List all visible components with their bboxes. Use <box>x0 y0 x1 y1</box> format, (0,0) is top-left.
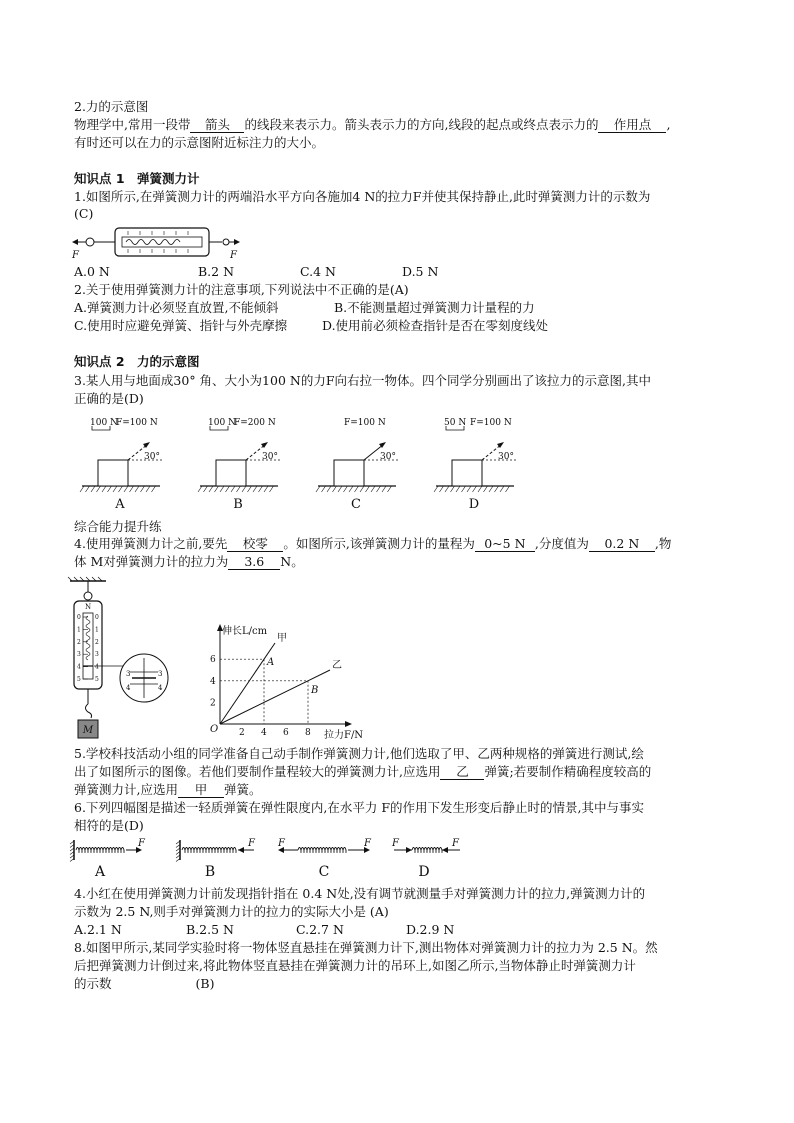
figure-option-label: B <box>233 497 243 512</box>
x-tick-label: 2 <box>239 728 245 738</box>
section-text-line: 有时还可以在力的示意图附近标注力的大小。 <box>74 135 325 150</box>
spring-scale-vertical-figure <box>66 578 176 746</box>
scale-number: 4 <box>95 663 99 671</box>
knowledge-point-heading: 知识点 1 弹簧测力计 <box>74 171 200 186</box>
scale-number: 5 <box>77 676 81 683</box>
svg-text:F: F <box>248 838 255 849</box>
svg-text:F: F <box>364 838 371 849</box>
option: A.2.1 N <box>74 922 122 937</box>
options-row <box>74 300 535 316</box>
scale-number: 3 <box>95 651 99 659</box>
force-diagram-A <box>80 418 164 512</box>
force-value-label: F=200 N <box>234 418 276 428</box>
question-stem-line: 5.学校科技活动小组的同学准备自己动手制作弹簧测力计,他们选取了甲、乙两种规格的弹簧进行测试,绘 <box>74 746 644 761</box>
x-tick-label: 8 <box>305 728 311 738</box>
chart-origin: O <box>210 724 219 735</box>
question-stem: 正确的是(D) <box>74 391 144 406</box>
force-diagrams-figure <box>80 414 520 514</box>
angle-label: 30° <box>498 452 514 462</box>
answer-blank: 乙 <box>440 765 484 780</box>
figure-option-label: B <box>204 864 216 880</box>
series-name-label: 甲 <box>277 633 287 644</box>
scale-label: 100 N <box>90 418 118 428</box>
spring-diagram-A <box>70 838 146 880</box>
answer-blank: 0~5 N <box>475 537 535 552</box>
y-tick-label: 4 <box>210 676 216 687</box>
options-row <box>74 318 548 334</box>
spring-diagram-C <box>277 838 372 880</box>
series-point-label: B <box>311 684 319 696</box>
question-stem-line: 6.下列四幅图是描述一轻质弹簧在弹性限度内,在水平力 F的作用下发生形变后静止时的情景,其中与事实 <box>74 800 645 815</box>
scale-number: 0 <box>77 614 81 621</box>
question-stem-line: 弹簧测力计,应选用 甲 弹簧。 <box>74 782 262 797</box>
section-text-line: 物理学中,常用一段带 箭头 的线段来表示力。箭头表示力的方向,线段的起点或终点表示力的 作用点 , <box>74 117 671 132</box>
option: C.2.7 N <box>296 922 344 937</box>
svg-text:4: 4 <box>158 684 163 692</box>
option: C.使用时应避免弹簧、指针与外壳摩擦 <box>74 318 288 333</box>
question-stem-line: 示数为 2.5 N,则手对弹簧测力计的拉力的实际大小是 (A) <box>74 904 389 919</box>
scale-label: 50 N <box>444 418 467 428</box>
scale-label: 100 N <box>208 418 236 428</box>
figure-option-label: A <box>115 497 125 512</box>
scale-number: 3 <box>77 651 81 659</box>
option: A.0 N <box>74 264 110 279</box>
scale-number: 1 <box>77 626 81 634</box>
force-diagram-D <box>434 418 518 512</box>
answer-blank: 甲 <box>178 783 224 798</box>
question-stem-line: 后把弹簧测力计倒过来,将此物体竖直悬挂在弹簧测力计的吊环上,如图乙所示,当物体静止时弹簧测力计 <box>74 958 636 973</box>
question-stem-line: 体 M对弹簧测力计的拉力为 3.6 N。 <box>74 554 304 569</box>
angle-label: 30° <box>380 452 396 462</box>
question-stem-line: 4.使用弹簧测力计之前,要先 校零 。如图所示,该弹簧测力计的量程为 0~5 N ,分度值为 0.2 N ,物 <box>74 536 672 551</box>
svg-text:4: 4 <box>126 684 131 692</box>
series-name-label: 乙 <box>332 660 342 671</box>
figure-option-label: D <box>418 864 430 880</box>
force-value-label: F=100 N <box>116 418 158 428</box>
svg-text:3: 3 <box>126 670 131 678</box>
option: A.弹簧测力计必须竖直放置,不能倾斜 <box>74 300 279 315</box>
option: D.使用前必须检查指针是否在零刻度线处 <box>322 318 549 333</box>
figure-option-label: D <box>468 497 480 512</box>
weight-label: M <box>82 725 94 736</box>
option: B.2.5 N <box>186 922 234 937</box>
x-tick-label: 4 <box>261 728 267 738</box>
springs-figure <box>70 836 480 880</box>
question-stem: 2.关于使用弹簧测力计的注意事项,下列说法中不正确的是(A) <box>74 282 409 297</box>
section-heading: 综合能力提升练 <box>74 519 162 534</box>
svg-text:F: F <box>278 838 285 849</box>
stretch-force-chart <box>196 620 376 750</box>
chart-xlabel: 拉力F/N <box>324 730 364 741</box>
scale-number: 2 <box>77 638 81 646</box>
scale-number: 2 <box>95 638 99 646</box>
angle-label: 30° <box>262 452 278 462</box>
scale-number: 5 <box>95 676 99 683</box>
figure-option-label: A <box>94 864 106 880</box>
svg-text:F: F <box>452 838 459 849</box>
options-row <box>74 264 438 280</box>
knowledge-point-heading: 知识点 2 力的示意图 <box>74 354 200 369</box>
spring-scale-horizontal-figure <box>70 222 240 262</box>
figure-option-label: C <box>351 497 361 512</box>
question-answer: (C) <box>74 206 94 221</box>
options-row <box>74 922 454 938</box>
option: D.5 N <box>402 264 439 279</box>
force-diagram-B <box>198 418 282 512</box>
option: C.4 N <box>300 264 336 279</box>
scale-number: 4 <box>77 663 81 671</box>
question-stem-line: 出了如图所示的图像。若他们要制作量程较大的弹簧测力计,应选用 乙 弹簧;若要制作精确程度较高的 <box>74 764 652 779</box>
scale-number: 1 <box>95 626 99 634</box>
chart-ylabel: 伸长L/cm <box>222 626 268 637</box>
option: B.2 N <box>198 264 235 279</box>
series-line-0 <box>220 643 275 724</box>
scale-number: 0 <box>95 614 99 621</box>
force-label-left: F <box>72 250 79 261</box>
series-point-label: A <box>267 657 275 669</box>
y-tick-label: 2 <box>210 698 216 709</box>
answer-blank: 箭头 <box>190 118 244 133</box>
force-diagram-C <box>316 418 400 512</box>
section-title: 2.力的示意图 <box>74 99 149 114</box>
spring-diagram-B <box>176 838 256 880</box>
question-stem-line: 8.如图甲所示,某同学实验时将一物体竖直悬挂在弹簧测力计下,测出物体对弹簧测力计的拉力为 2.5 N。然 <box>74 940 658 955</box>
option: B.不能测量超过弹簧测力计量程的力 <box>334 300 535 315</box>
answer-blank: 3.6 <box>228 555 280 570</box>
figure-option-label: C <box>318 864 330 880</box>
option: D.2.9 N <box>406 922 455 937</box>
question-stem-line: 相符的是(D) <box>74 818 144 833</box>
spring-diagram-D <box>391 838 460 880</box>
svg-text:3: 3 <box>158 670 163 678</box>
scale-unit-label: N <box>84 603 92 611</box>
force-label-right: F <box>230 250 237 261</box>
question-stem-line: 4.小红在使用弹簧测力计前发现指针指在 0.4 N处,没有调节就测量手对弹簧测力计的拉力,弹簧测力计的 <box>74 886 646 901</box>
angle-label: 30° <box>144 452 160 462</box>
answer-blank: 校零 <box>227 537 283 552</box>
question-stem: 3.某人用与地面成30° 角、大小为100 N的力F向右拉一物体。四个同学分别画出了该拉力的示意图,其中 <box>74 373 651 388</box>
force-value-label: F=100 N <box>470 418 512 428</box>
y-tick-label: 6 <box>210 655 216 666</box>
answer-blank: 作用点 <box>598 118 666 133</box>
svg-text:F: F <box>392 838 399 849</box>
force-value-label: F=100 N <box>344 418 386 428</box>
question-stem: 1.如图所示,在弹簧测力计的两端沿水平方向各施加4 N的拉力F并使其保持静止,此时弹簧测力计的示数为 <box>74 189 651 204</box>
question-stem-line: 的示数 (B) <box>74 976 215 991</box>
x-tick-label: 6 <box>283 728 289 738</box>
answer-blank: 0.2 N <box>589 537 655 552</box>
svg-text:F: F <box>138 838 145 849</box>
series-line-1 <box>220 670 330 724</box>
